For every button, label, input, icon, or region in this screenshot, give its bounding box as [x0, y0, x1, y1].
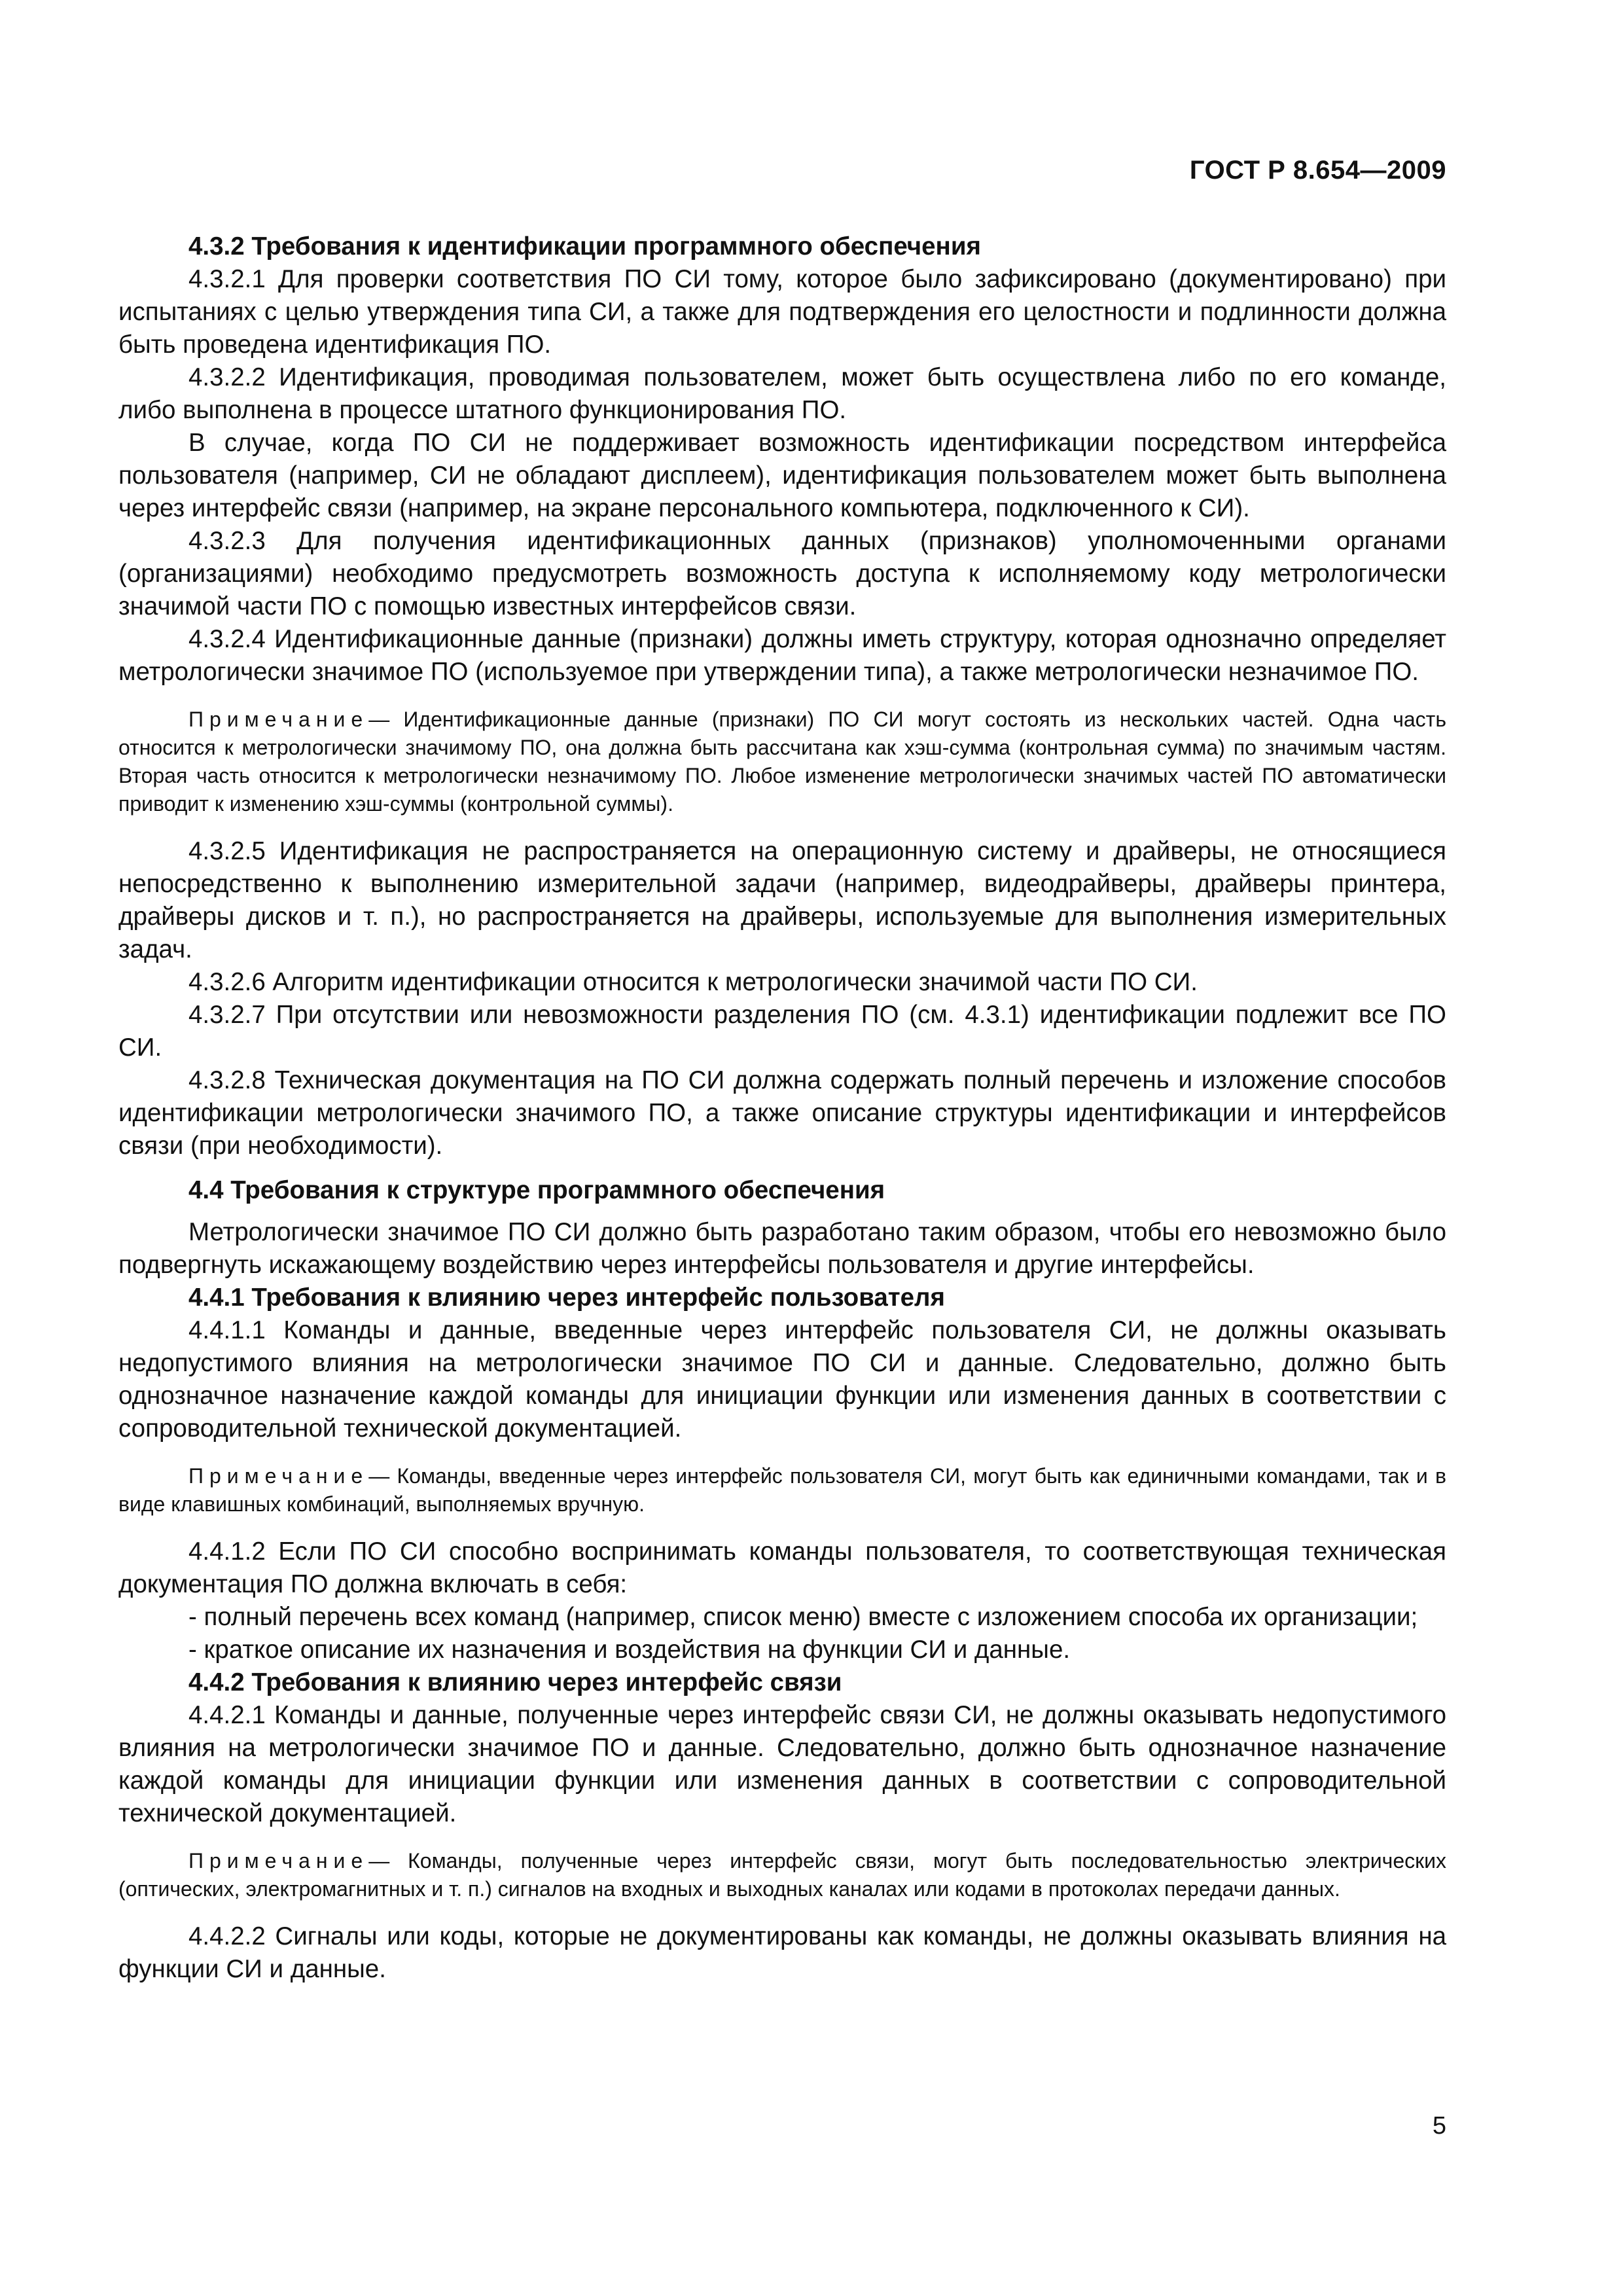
note-4-3-2: [118, 706, 1446, 818]
document-page: [118, 0, 1446, 2296]
paragraph-4-3-2-1: 4.3.2.1 Для проверки соответствия ПО СИ тому, которое было зафиксировано (документировано) при испытаниях с целью утверждения типа СИ, а также для подтверждения его целостности и подлинности должна быть проведена идентификация ПО.: [118, 265, 1446, 359]
paragraph-4-4-intro: Метрологически значимое ПО СИ должно быть разработано таким образом, чтобы его невозможно было подвергнуть искажающему воздействию через интерфейсы пользователя и другие интерфейсы.: [118, 1218, 1446, 1279]
document-header: ГОСТ Р 8.654—2009: [1189, 156, 1446, 185]
note-text: — Команды, полученные через интерфейс связи, могут быть последовательностью электрических (оптических, электромагнитных и т. п.) сигналов на входных и выходных каналах или кодами в протоколах передачи данных.: [118, 1849, 1446, 1901]
note-4-4-1: [118, 1462, 1446, 1518]
paragraph-4-3-2-2: 4.3.2.2 Идентификация, проводимая пользователем, может быть осуществлена либо по его команде, либо выполнена в процессе штатного функционирования ПО.: [118, 363, 1446, 424]
note-text: — Идентификационные данные (признаки) ПО СИ могут состоять из нескольких частей. Одна часть относится к метрологически значимому ПО, она должна быть рассчитана как хэш-сумма (контрольная сумма) по значимым частям. Вторая часть относится к метрологически незначимому ПО. Любое изменение метрологически значимых частей ПО автоматически приводит к изменению хэш-суммы (контрольной суммы).: [118, 708, 1446, 816]
note-text: — Команды, введенные через интерфейс пользователя СИ, могут быть как единичными командами, так и в виде клавишных комбинаций, выполняемых вручную.: [118, 1464, 1446, 1516]
list-item: - краткое описание их назначения и воздействия на функции СИ и данные.: [188, 1636, 1071, 1664]
paragraph-4-4-1-2: 4.4.1.2 Если ПО СИ способно воспринимать команды пользователя, то соответствующая техническая документация ПО должна включать в себя:: [118, 1537, 1446, 1598]
section-heading-4-3-2: 4.3.2 Требования к идентификации программного обеспечения: [188, 232, 981, 260]
note-label: Примечание: [188, 1464, 369, 1488]
list-item: - полный перечень всех команд (например, список меню) вместе с изложением способа их организации;: [188, 1603, 1418, 1631]
document-body: [118, 230, 1446, 1986]
section-heading-4-4: 4.4 Требования к структуре программного обеспечения: [188, 1176, 885, 1204]
section-heading-4-4-2: 4.4.2 Требования к влиянию через интерфейс связи: [188, 1668, 842, 1696]
paragraph-4-3-2-4: 4.3.2.4 Идентификационные данные (признаки) должны иметь структуру, которая однозначно определяет метрологически значимое ПО (используемое при утверждении типа), а также метрологически незначимое ПО.: [118, 625, 1446, 686]
note-label: Примечание: [188, 708, 369, 731]
paragraph-4-3-2-2-cont: В случае, когда ПО СИ не поддерживает возможность идентификации посредством интерфейса пользователя (например, СИ не обладают дисплеем), идентификация пользователем может быть выполнена через интерфейс связи (например, на экране персонального компьютера, подключенного к СИ).: [118, 429, 1446, 522]
page-number: 5: [1432, 2112, 1446, 2140]
paragraph-4-3-2-5: 4.3.2.5 Идентификация не распространяется на операционную систему и драйверы, не относящиеся непосредственно к выполнению измерительной задачи (например, видеодрайверы, драйверы принтера, драйверы дисков и т. п.), но распространяется на драйверы, используемые для выполнения измерительных задач.: [118, 837, 1446, 963]
note-4-4-2: [118, 1847, 1446, 1903]
note-label: Примечание: [188, 1849, 369, 1873]
paragraph-4-4-2-2: 4.4.2.2 Сигналы или коды, которые не документированы как команды, не должны оказывать влияния на функции СИ и данные.: [118, 1922, 1446, 1983]
paragraph-4-4-2-1: 4.4.2.1 Команды и данные, полученные через интерфейс связи СИ, не должны оказывать недопустимого влияния на метрологически значимое ПО и данные. Следовательно, должно быть однозначное назначение каждой команды для инициации функции или изменения данных в соответствии с сопроводительной технической документацией.: [118, 1701, 1446, 1827]
paragraph-4-3-2-6: 4.3.2.6 Алгоритм идентификации относится к метрологически значимой части ПО СИ.: [188, 968, 1198, 996]
paragraph-4-4-1-1: 4.4.1.1 Команды и данные, введенные через интерфейс пользователя СИ, не должны оказывать недопустимого влияния на метрологически значимое ПО СИ и данные. Следовательно, должно быть однозначное назначение каждой команды для инициации функции или изменения данных в соответствии с сопроводительной технической документацией.: [118, 1316, 1446, 1443]
paragraph-4-3-2-7: 4.3.2.7 При отсутствии или невозможности разделения ПО (см. 4.3.1) идентификации подлежит все ПО СИ.: [118, 1001, 1446, 1062]
paragraph-4-3-2-8: 4.3.2.8 Техническая документация на ПО СИ должна содержать полный перечень и изложение способов идентификации метрологически значимого ПО, а также описание структуры идентификации и интерфейсов связи (при необходимости).: [118, 1066, 1446, 1160]
paragraph-4-3-2-3: 4.3.2.3 Для получения идентификационных данных (признаков) уполномоченными органами (организациями) необходимо предусмотреть возможность доступа к исполняемому коду метрологически значимой части ПО с помощью известных интерфейсов связи.: [118, 527, 1446, 620]
section-heading-4-4-1: 4.4.1 Требования к влиянию через интерфейс пользователя: [188, 1283, 945, 1312]
